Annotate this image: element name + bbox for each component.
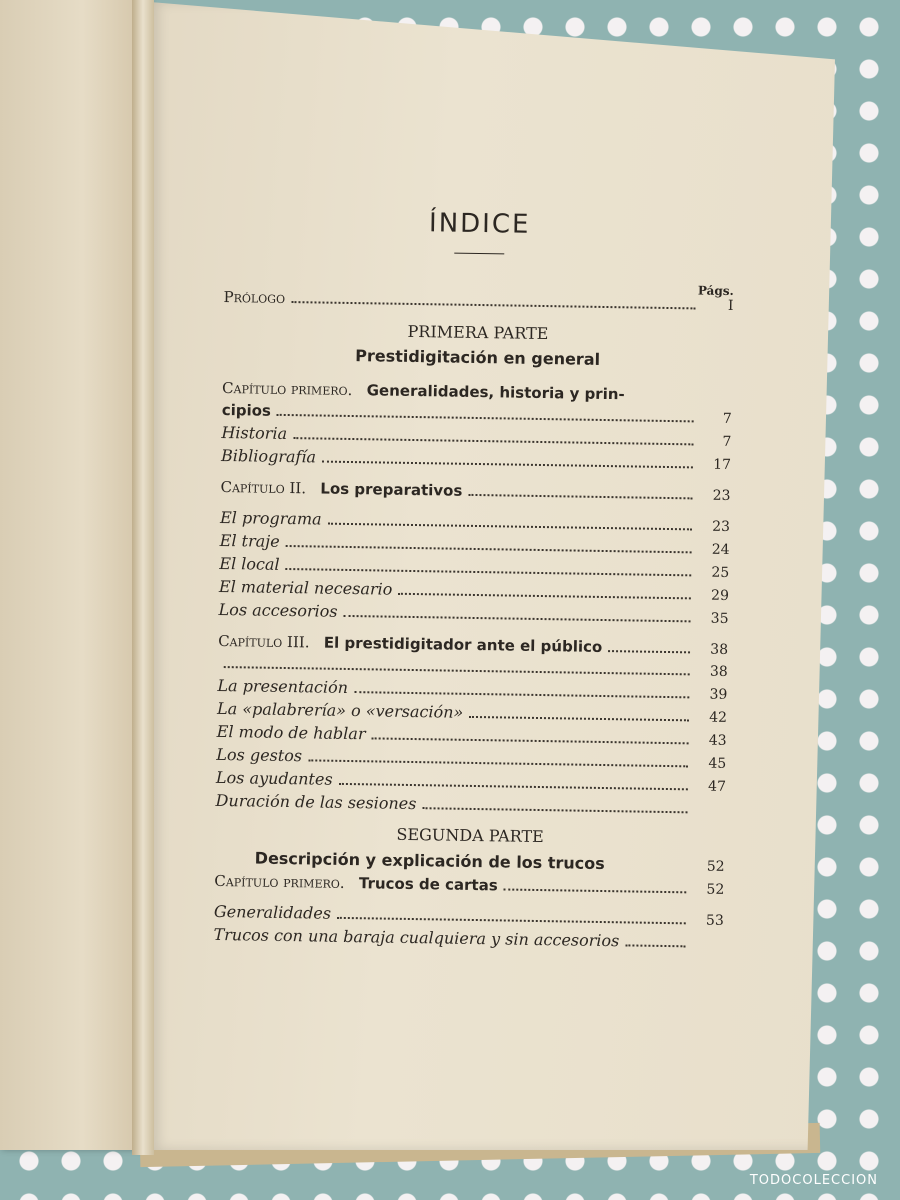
- entry-page: I: [727, 297, 734, 314]
- entry-page: 38: [709, 663, 728, 680]
- pages-column-label: Págs.: [697, 283, 734, 299]
- entry-label: Prólogo: [223, 287, 286, 307]
- leader-dots: [398, 593, 691, 600]
- leader-dots: [468, 494, 692, 500]
- entry-page: 38: [710, 641, 729, 658]
- title-rule: [454, 253, 504, 255]
- chapter-title: Generalidades, historia y prin-: [366, 381, 625, 404]
- leader-dots: [337, 917, 686, 924]
- entry-page: 23: [712, 518, 731, 535]
- entry-page: 42: [709, 709, 728, 726]
- leader-dots: [608, 650, 690, 653]
- entry-page: [691, 947, 723, 948]
- leader-dots: [293, 437, 693, 445]
- entry-label: Trucos con una baraja cualquiera y sin accesorios: [213, 924, 620, 951]
- entry-page: 39: [709, 686, 728, 703]
- leader-dots: [277, 414, 694, 423]
- table-of-contents: [213, 205, 735, 954]
- entry-label: El traje: [219, 530, 280, 551]
- entry-label: cipios: [221, 400, 272, 420]
- leader-dots: [343, 615, 690, 622]
- chapter-label: Capítulo primero.: [221, 378, 353, 400]
- leader-dots: [286, 568, 692, 576]
- entry-page: [694, 813, 726, 814]
- chapter-title: Los preparativos: [320, 479, 463, 500]
- entry-label: Los ayudantes: [215, 767, 333, 789]
- entry-page: 52: [706, 858, 725, 875]
- left-page: [0, 0, 150, 1150]
- book-spine: [132, 0, 154, 1155]
- entry-page: 25: [711, 564, 730, 581]
- entry-page: 35: [710, 610, 729, 627]
- entry-page: 45: [708, 755, 727, 772]
- entry-label: El programa: [219, 507, 322, 529]
- entry-page: 23: [712, 487, 731, 504]
- leader-dots: [328, 523, 692, 531]
- chapter-label: Capítulo primero.: [214, 871, 345, 892]
- entry-label: Los gestos: [216, 744, 303, 766]
- leader-dots: [371, 737, 688, 744]
- entry-label: El modo de hablar: [216, 721, 366, 744]
- chapter-label: Capítulo II.: [220, 477, 307, 498]
- entry-page: 7: [722, 410, 732, 427]
- entry-label: Duración de las sesiones: [215, 790, 417, 814]
- leader-dots: [286, 545, 692, 553]
- chapter-title: Trucos de cartas: [358, 874, 498, 895]
- leader-dots: [322, 461, 693, 469]
- leader-dots: [625, 944, 685, 947]
- watermark: TODOCOLECCION: [749, 1173, 878, 1188]
- entry-page: 53: [705, 912, 724, 929]
- part-heading: SEGUNDA PARTE: [396, 824, 544, 847]
- entry-page: 47: [707, 778, 727, 795]
- entry-page: 17: [713, 456, 732, 473]
- leader-dots: [308, 759, 688, 767]
- leader-dots: [354, 691, 689, 698]
- entry-page: 29: [710, 587, 730, 604]
- leader-dots: [339, 783, 688, 790]
- entry-label: Historia: [221, 422, 288, 444]
- chapter-title: El prestidigitador ante el público: [323, 633, 603, 656]
- leader-dots: [469, 716, 689, 721]
- entry-page: 43: [708, 732, 727, 749]
- part-title: Prestidigitación en general: [355, 346, 601, 369]
- chapter-label: Capítulo III.: [218, 631, 310, 652]
- entry-label: Los accesorios: [218, 599, 338, 621]
- entry-label: El local: [219, 553, 280, 574]
- entry-page: 7: [722, 433, 732, 450]
- entry-label: Bibliografía: [220, 445, 317, 467]
- chapter-label-wrap: [214, 870, 498, 896]
- chapter-label-wrap: [220, 476, 462, 502]
- page-title: ÍNDICE: [428, 208, 531, 240]
- leader-dots: [504, 888, 687, 893]
- entry-page: 24: [711, 541, 730, 558]
- leader-dots: [422, 807, 687, 813]
- part-title: Descripción y explicación de los trucos: [254, 848, 605, 874]
- entry-page: 52: [706, 881, 725, 898]
- entry-label: La «palabrería» o «versación»: [216, 698, 464, 722]
- leader-dots: [224, 666, 690, 675]
- entry-label: El material necesario: [218, 576, 393, 599]
- part-heading: PRIMERA PARTE: [407, 321, 549, 344]
- leader-dots: [291, 301, 695, 309]
- entry-label: Generalidades: [213, 901, 332, 923]
- entry-label: La presentación: [217, 675, 349, 697]
